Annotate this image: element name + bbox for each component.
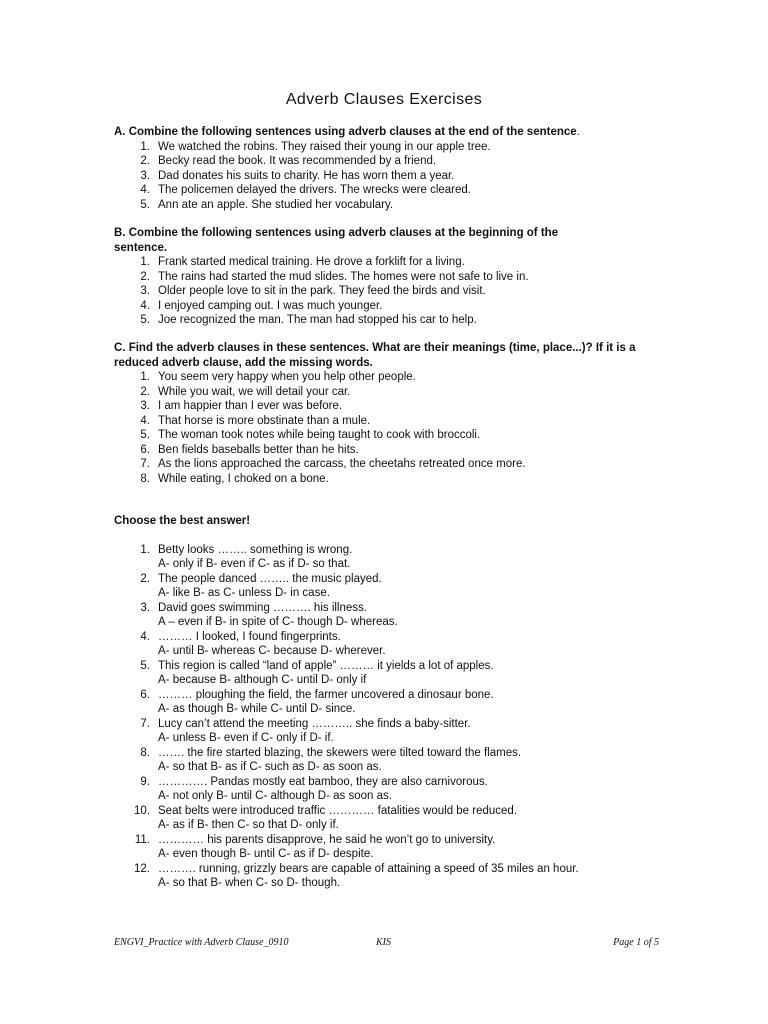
list-item [114, 284, 614, 299]
section-a [114, 125, 654, 212]
item-number: 4. [140, 299, 150, 312]
item-number: 3. [140, 285, 150, 297]
list-item [114, 370, 659, 385]
list-item [114, 255, 614, 270]
answer-options: A- so that B- when C- so D- though. [158, 877, 341, 889]
section-a-heading-text: A. Combine the following sentences using adverb clauses at the end of the sentence [114, 126, 577, 138]
answer-options: A- unless B- even if C- only if D- if. [158, 732, 334, 744]
item-number: 3. [140, 601, 150, 614]
answer-options: A- as if B- then C- so that D- only if. [158, 819, 339, 831]
item-number: 7. [140, 458, 150, 470]
section-d-heading: Choose the best answer! [114, 515, 251, 527]
item-text: Seat belts were introduced traffic ………… fatalities would be reduced. [158, 804, 518, 817]
list-item [114, 746, 654, 775]
answer-options: A- so that B- as if C- such as D- as soon as. [158, 761, 382, 773]
list-item [114, 601, 654, 630]
list-item [114, 717, 654, 746]
section-c-heading: C. Find the adverb clauses in these sentences. What are their meanings (time, place...)? If it is a reduced adverb clause, add the missing words. [114, 342, 636, 369]
list-item [114, 543, 654, 572]
item-number: 12. [134, 862, 150, 875]
item-text: I enjoyed camping out. I was much younger. [158, 299, 383, 312]
item-number: 5. [140, 198, 150, 211]
answer-options: A – even if B- in spite of C- though D- whereas. [158, 616, 398, 628]
item-text: ……. the fire started blazing, the skewers were tilted toward the flames. [158, 746, 522, 759]
item-text: …………. Pandas mostly eat bamboo, they are also carnivorous. [158, 775, 488, 788]
item-number: 8. [140, 472, 150, 485]
answer-options: A- only if B- even if C- as if D- so that. [158, 558, 351, 570]
list-item [114, 313, 614, 328]
item-text: We watched the robins. They raised their young in our apple tree. [158, 140, 491, 153]
section-d [114, 514, 654, 891]
list-item [114, 572, 654, 601]
section-a-heading-tail: . [576, 126, 580, 138]
item-number: 2. [140, 385, 150, 398]
section-b-list [114, 255, 614, 328]
item-text: ………… his parents disapprove, he said he won’t go to university. [158, 833, 496, 846]
list-item [114, 154, 654, 169]
list-item [114, 183, 654, 198]
list-item [114, 833, 654, 862]
item-text: You seem very happy when you help other people. [158, 371, 416, 383]
answer-options: A- even though B- until C- as if D- despite. [158, 848, 374, 860]
list-item [114, 385, 659, 400]
answer-options: A- until B- whereas C- because D- wherever. [158, 645, 386, 657]
item-number: 6. [140, 443, 150, 456]
item-number: 5. [140, 659, 150, 672]
list-item [114, 198, 654, 213]
item-text: That horse is more obstinate than a mule. [158, 414, 371, 427]
item-number: 4. [140, 630, 150, 643]
item-number: 3. [140, 400, 150, 412]
list-item [114, 775, 654, 804]
section-a-heading [114, 125, 654, 140]
item-text: Betty looks …….. something is wrong. [158, 543, 353, 556]
item-number: 10. [134, 804, 150, 817]
list-item [114, 659, 654, 688]
footer-school: KIS [376, 937, 391, 948]
list-item [114, 270, 614, 285]
item-number: 4. [140, 414, 150, 427]
item-text: The people danced …….. the music played. [158, 572, 382, 585]
item-number: 1. [140, 256, 150, 268]
list-item [114, 299, 614, 314]
item-text: Joe recognized the man. The man had stopped his car to help. [158, 314, 477, 326]
item-text: Becky read the book. It was recommended by a friend. [158, 155, 437, 167]
list-item [114, 862, 654, 891]
item-number: 7. [140, 717, 150, 730]
section-b [114, 226, 614, 328]
list-item [114, 472, 659, 487]
list-item [114, 399, 659, 414]
footer-page-number: Page 1 of 5 [613, 937, 659, 948]
item-number: 11. [134, 833, 150, 846]
item-number: 5. [140, 314, 150, 326]
section-d-list [114, 543, 654, 891]
list-item [114, 457, 659, 472]
item-text: Ann ate an apple. She studied her vocabulary. [158, 198, 394, 211]
item-number: 9. [140, 775, 150, 788]
item-number: 5. [140, 429, 150, 441]
section-c-list [114, 370, 659, 486]
footer-course: ENGVI_Practice with Adverb Clause_0910 [114, 937, 289, 948]
item-text: Lucy can’t attend the meeting ……….. she finds a baby-sitter. [158, 717, 471, 730]
answer-options: A- as though B- while C- until D- since. [158, 703, 356, 715]
item-number: 3. [140, 169, 150, 182]
item-text: I am happier than I ever was before. [158, 400, 343, 412]
item-text: Dad donates his suits to charity. He has worn them a year. [158, 169, 455, 182]
item-text: Frank started medical training. He drove a forklift for a living. [158, 256, 465, 268]
section-b-heading: B. Combine the following sentences using adverb clauses at the beginning of the sentence. [114, 227, 559, 254]
item-number: 6. [140, 688, 150, 701]
list-item [114, 140, 654, 155]
item-text: ……… ploughing the field, the farmer uncovered a dinosaur bone. [158, 688, 494, 701]
item-text: ……… I looked, I found fingerprints. [158, 630, 341, 643]
item-text: David goes swimming ………. his illness. [158, 601, 367, 614]
section-a-list [114, 140, 654, 213]
answer-options: A- not only B- until C- although D- as soon as. [158, 790, 392, 802]
answer-options: A- because B- although C- until D- only if [158, 674, 367, 686]
item-text: Ben fields baseballs better than he hits. [158, 443, 359, 456]
list-item [114, 630, 654, 659]
list-item [114, 804, 654, 833]
list-item [114, 428, 659, 443]
item-number: 2. [140, 572, 150, 585]
list-item [114, 443, 659, 458]
item-number: 8. [140, 746, 150, 759]
item-text: This region is called “land of apple” ……… it yields a lot of apples. [158, 659, 494, 672]
item-text: ………. running, grizzly bears are capable of attaining a speed of 35 miles an hour. [158, 862, 579, 875]
item-text: Older people love to sit in the park. They feed the birds and visit. [158, 285, 486, 297]
item-text: While eating, I choked on a bone. [158, 472, 329, 485]
item-number: 2. [140, 155, 150, 167]
page-title: Adverb Clauses Exercises [285, 91, 483, 108]
item-text: While you wait, we will detail your car. [158, 385, 351, 398]
list-item [114, 414, 659, 429]
item-text: The policemen delayed the drivers. The wrecks were cleared. [158, 184, 471, 196]
item-number: 1. [140, 371, 150, 383]
item-number: 2. [140, 270, 150, 283]
item-text: The woman took notes while being taught to cook with broccoli. [158, 429, 481, 441]
section-c [114, 341, 659, 486]
item-text: The rains had started the mud slides. The homes were not safe to live in. [158, 270, 529, 283]
item-text: As the lions approached the carcass, the cheetahs retreated once more. [158, 458, 526, 470]
list-item [114, 688, 654, 717]
item-number: 1. [140, 140, 150, 153]
answer-options: A- like B- as C- unless D- in case. [158, 587, 330, 599]
list-item [114, 169, 654, 184]
item-number: 4. [140, 184, 150, 196]
item-number: 1. [140, 543, 150, 556]
